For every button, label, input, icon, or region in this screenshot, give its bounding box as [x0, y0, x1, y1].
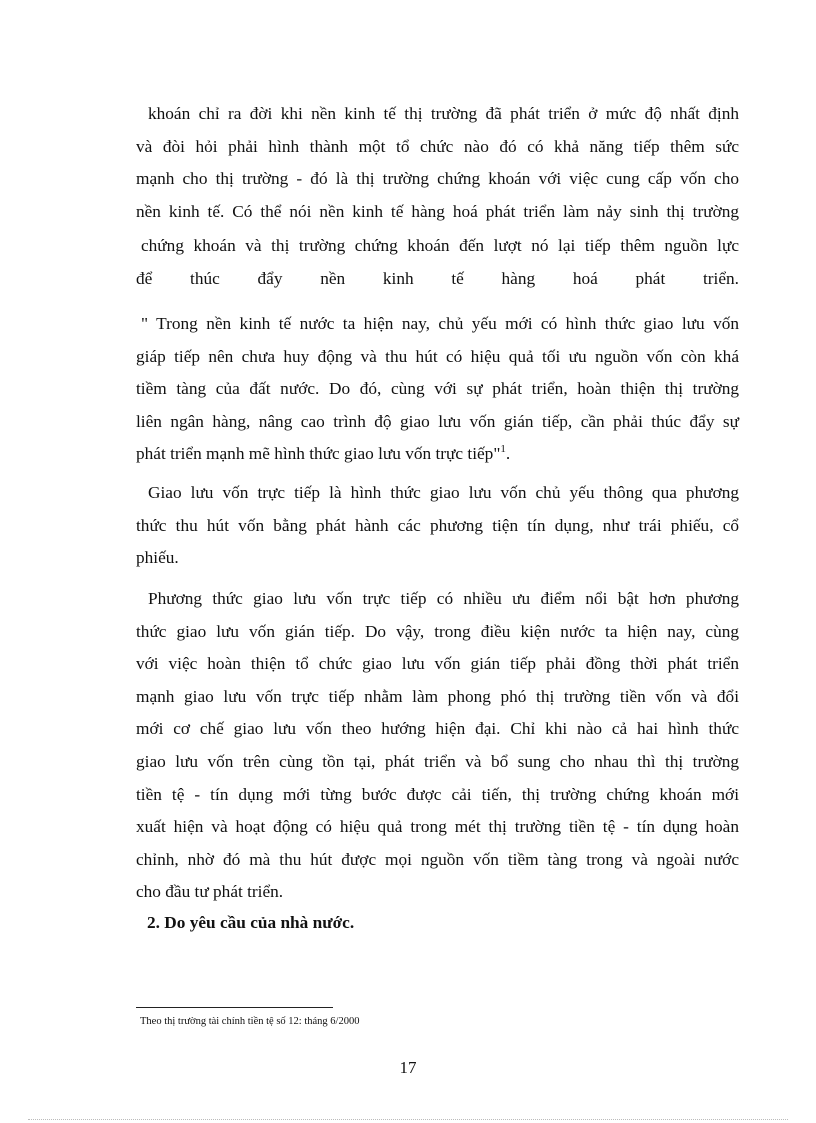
- footnote-text: Theo thị trường tài chính tiền tệ số 12: tháng 6/2000: [140, 1016, 360, 1027]
- text-line: [136, 438, 739, 471]
- text-line: và đòi hỏi phải hình thành một tổ chức nào đó có khả năng tiếp thêm sức: [136, 136, 739, 156]
- text-line: phiếu.: [136, 548, 179, 568]
- text-line: tiền tệ - tín dụng mới từng bước được cải tiến, thị trường chứng khoán mới: [136, 784, 739, 804]
- text-line: thức thu hút vốn bằng phát hành các phương tiện tín dụng, như trái phiếu, cổ: [136, 515, 739, 535]
- text-segment: phát triển mạnh mẽ hình thức giao lưu vốn trực tiếp": [136, 444, 501, 464]
- punctuation: .: [505, 444, 511, 464]
- text-line: liên ngân hàng, nâng cao trình độ giao lưu vốn gián tiếp, cần phải thúc đẩy sự: [136, 411, 739, 431]
- text-line: giáp tiếp nên chưa huy động và thu hút có hiệu quả tối ưu nguồn vốn còn khá: [136, 346, 739, 366]
- paragraph-4: [136, 583, 739, 909]
- text-line: xuất hiện và hoạt động có hiệu quả trong mét thị trường tiền tệ - tín dụng hoàn: [136, 817, 739, 837]
- page-bottom-border: [28, 1119, 788, 1120]
- text-line: " Trong nền kinh tế nước ta hiện nay, chủ yếu mới có hình thức giao lưu vốn: [141, 314, 739, 333]
- text-line: để thúc đẩy nền kinh tế hàng hoá phát triển.: [136, 268, 739, 288]
- text-line: mới cơ chế giao lưu vốn theo hướng hiện đại. Chỉ khi nào cả hai hình thức: [136, 719, 739, 739]
- text-line: cho đầu tư phát triển.: [136, 882, 284, 902]
- text-line: khoán chỉ ra đời khi nền kinh tế thị trường đã phát triển ở mức độ nhất định: [148, 104, 739, 123]
- text-line: chứng khoán và thị trường chứng khoán đến lượt nó lại tiếp thêm nguồn lực: [141, 236, 739, 256]
- page-number: 17: [399, 1058, 417, 1077]
- paragraph-2: [136, 308, 739, 471]
- text-line: Giao lưu vốn trực tiếp là hình thức giao lưu vốn chủ yếu thông qua phương: [148, 483, 739, 502]
- paragraph-3: [136, 477, 739, 575]
- text-line: chỉnh, nhờ đó mà thu hút được mọi nguồn vốn tiềm tàng trong và ngoài nước: [136, 849, 739, 869]
- text-line: Phương thức giao lưu vốn trực tiếp có nhiều ưu điểm nổi bật hơn phương: [148, 589, 739, 608]
- text-line: mạnh cho thị trường - đó là thị trường chứng khoán với việc cung cấp vốn cho: [136, 169, 739, 189]
- text-line: với việc hoàn thiện tổ chức giao lưu vốn gián tiếp phải đồng thời phát triển: [136, 654, 739, 674]
- footnote-reference: 1: [500, 443, 506, 456]
- footnote-separator: [136, 1007, 333, 1008]
- text-line: giao lưu vốn trên cùng tồn tại, phát triển và bổ sung cho nhau thì thị trường: [136, 751, 739, 771]
- text-line: tiềm tàng của đất nước. Do đó, cùng với sự phát triển, hoàn thiện thị trường: [136, 379, 739, 399]
- text-line: nền kinh tế. Có thể nói nền kinh tế hàng hoá phát triển làm nảy sinh thị trường: [136, 201, 739, 221]
- text-line: thức giao lưu vốn gián tiếp. Do vậy, trong điều kiện nước ta hiện nay, cùng: [136, 621, 739, 641]
- section-heading: 2. Do yêu cầu của nhà nước.: [147, 913, 355, 932]
- paragraph-1: [136, 98, 739, 296]
- text-line: mạnh giao lưu vốn trực tiếp nhằm làm phong phó thị trường tiền vốn và đổi: [136, 686, 739, 706]
